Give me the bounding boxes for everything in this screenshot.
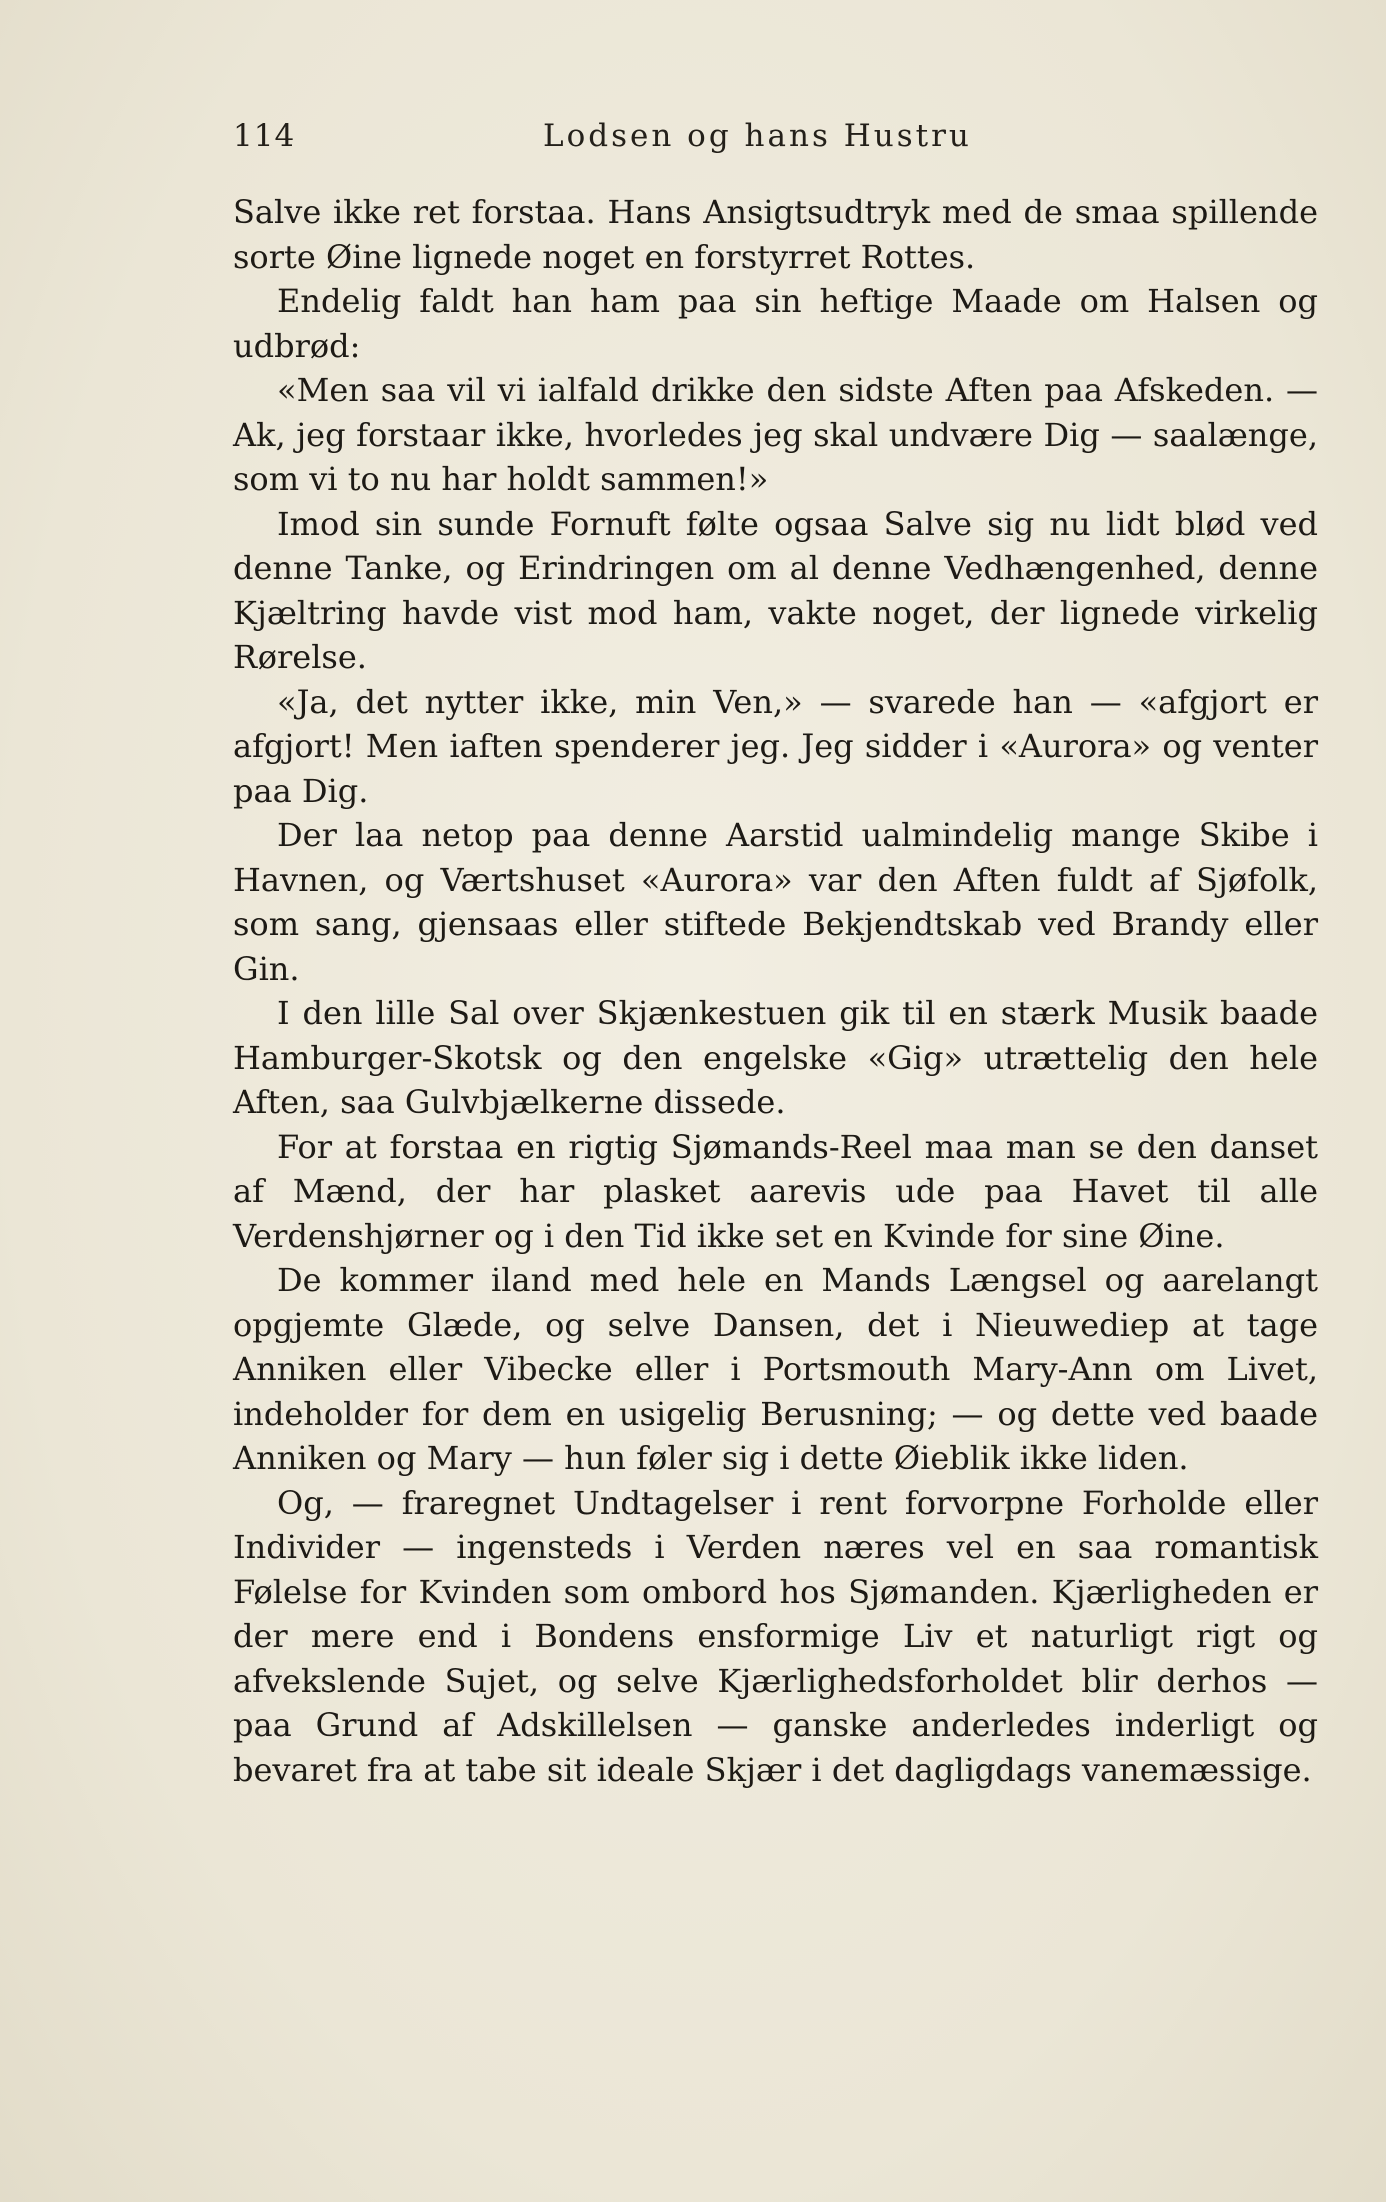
running-head bbox=[233, 118, 1318, 168]
page-number: 114 bbox=[233, 118, 296, 154]
paragraph: Endelig faldt han ham paa sin heftige Maade om Halsen og udbrød: bbox=[233, 282, 1318, 365]
paragraph: Salve ikke ret forstaa. Hans Ansigtsudtryk med de smaa spillende sorte Øine lignede noget en forstyrret Rottes. bbox=[233, 193, 1318, 276]
paragraph: Og, — fraregnet Undtagelser i rent forvorpne Forholde eller Individer — ingensteds i Verden næres vel en saa romantisk Følelse for Kvinden som ombord hos Sjømanden. Kjærligheden er der mere end i Bondens ensformige Liv et naturligt rigt og afvekslende Sujet, og selve Kjærlighedsforholdet blir derhos — paa Grund af Adskillelsen — ganske anderledes inderligt og bevaret fra at tabe sit ideale Skjær i det dagligdags vanemæssige. bbox=[233, 1483, 1318, 1789]
running-title: Lodsen og hans Hustru bbox=[543, 118, 972, 154]
paragraph: Imod sin sunde Fornuft følte ogsaa Salve sig nu lidt blød ved denne Tanke, og Erindringen om al denne Vedhængenhed, denne Kjæltring havde vist mod ham, vakte noget, der lignede virkelig Rørelse. bbox=[233, 504, 1318, 676]
paragraph: De kommer iland med hele en Mands Længsel og aarelangt opgjemte Glæde, og selve Dansen, det i Nieuwediep at tage Anniken eller Vibecke eller i Portsmouth Mary-Ann om Livet, indeholder for dem en usigelig Berusning; — og dette ved baade Anniken og Mary — hun føler sig i dette Øieblik ikke liden. bbox=[233, 1261, 1318, 1477]
paragraph: I den lille Sal over Skjænkestuen gik til en stærk Musik baade Hamburger-Skotsk og den engelske «Gig» utrættelig den hele Aften, saa Gulvbjælkerne dissede. bbox=[233, 994, 1318, 1121]
paragraph: For at forstaa en rigtig Sjømands-Reel maa man se den danset af Mænd, der har plasket aarevis ude paa Havet til alle Verdenshjørner og i den Tid ikke set en Kvinde for sine Øine. bbox=[233, 1127, 1318, 1255]
paragraph: Der laa netop paa denne Aarstid ualmindelig mange Skibe i Havnen, og Værtshuset «Aurora» var den Aften fuldt af Sjøfolk, som sang, gjensaas eller stiftede Bekjendtskab ved Brandy eller Gin. bbox=[233, 816, 1318, 988]
body-text bbox=[233, 190, 1318, 1792]
paragraph: «Men saa vil vi ialfald drikke den sidste Aften paa Afskeden. — Ak, jeg forstaar ikke, hvorledes jeg skal undvære Dig — saalænge, som vi to nu har holdt sammen!» bbox=[233, 371, 1318, 498]
paragraph: «Ja, det nytter ikke, min Ven,» — svarede han — «afgjort er afgjort! Men iaften spenderer jeg. Jeg sidder i «Aurora» og venter paa Dig. bbox=[233, 682, 1318, 810]
